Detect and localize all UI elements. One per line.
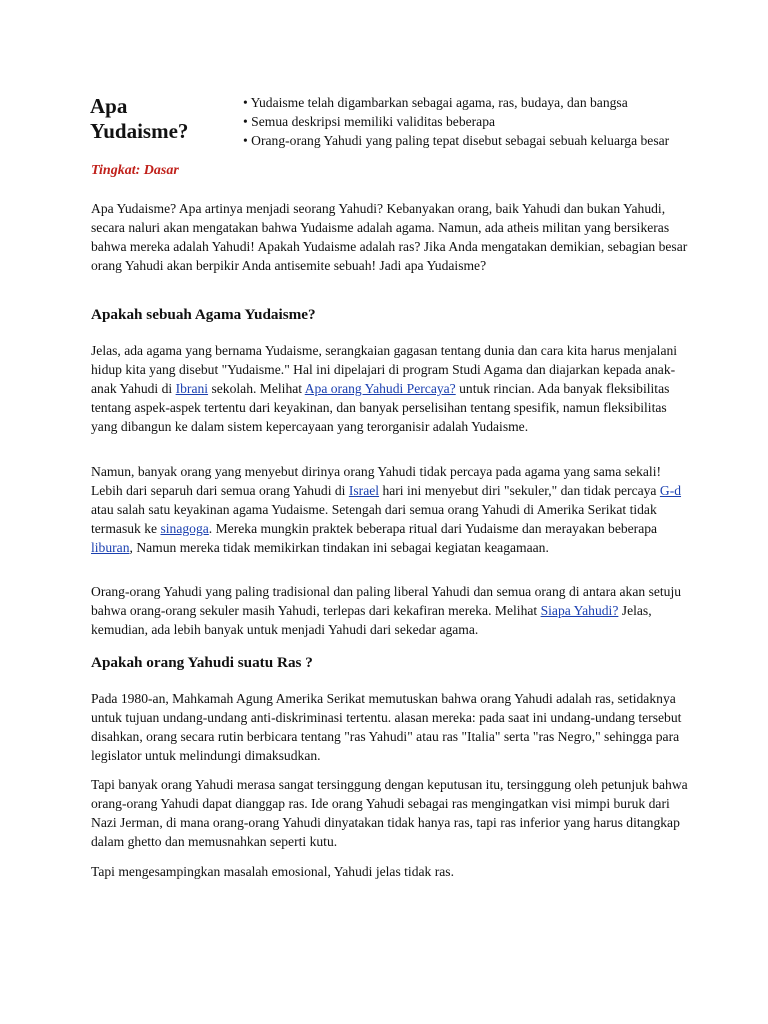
paragraph-text: Jelas, ada agama yang bernama Yudaisme, serangkaian gagasan tentang dunia dan cara kita harus menjalani hidup kita yang disebut "Yudaisme." Hal ini dipelajari di program Studi Agama dan diajarkan kepada anak-anak Yahudi di [91, 343, 678, 396]
bullet-icon: • [243, 133, 248, 148]
link-ibrani[interactable]: Ibrani [175, 381, 209, 396]
intro-paragraph: Apa Yudaisme? Apa artinya menjadi seorang Yahudi? Kebanyakan orang, baik Yahudi dan bukan Yahudi, secara naluri akan mengatakan bahwa Yudaisme adalah agama. Namun, ada atheis militan yang bersikeras bahwa mereka adalah Yahudi! Apakah Yudaisme adalah ras? Jika Anda mengatakan demikian, sebagian besar orang Yahudi akan berpikir Anda antisemite sebuah! Jadi apa Yudaisme? [91, 201, 688, 273]
paragraph-race-1: Pada 1980-an, Mahkamah Agung Amerika Serikat memutuskan bahwa orang Yahudi adalah ras, setidaknya untuk tujuan undang-undang anti-diskriminasi tertentu. alasan mereka: pada saat ini undang-undang tersebut disahkan, orang secara rutin berbicara tentang "ras Yahudi" atau ras "Italia" serta "ras Negro," sehingga para legislator untuk melindungi dimaksudkan. [91, 691, 682, 763]
bullet-icon: • [243, 95, 248, 110]
summary-item-text: Orang-orang Yahudi yang paling tepat disebut sebagai sebuah keluarga besar [251, 133, 670, 148]
summary-item-text: Yudaisme telah digambarkan sebagai agama, ras, budaya, dan bangsa [250, 95, 628, 110]
paragraph-religion-3 [91, 582, 691, 639]
section-heading-race: Apakah orang Yahudi suatu Ras ? [91, 654, 313, 671]
paragraph-religion-1 [91, 341, 691, 436]
paragraph-race-2: Tapi banyak orang Yahudi merasa sangat tersinggung dengan keputusan itu, tersinggung oleh petunjuk bahwa orang-orang Yahudi dapat dianggap ras. Ide orang Yahudi sebagai ras mengingatkan visi mimpi buruk dari Nazi Jerman, di mana orang-orang Yahudi dinyatakan tidak hanya ras, tapi ras inferior yang harus ditangkap dalam ghetto dan memusnahkan seperti kutu. [91, 777, 688, 849]
paragraph-text: . Mereka mungkin praktek beberapa ritual dari Yudaisme dan merayakan beberapa [208, 521, 658, 536]
link-liburan[interactable]: liburan [91, 540, 130, 555]
paragraph-religion-2 [91, 462, 691, 557]
paragraph-text: Orang-orang Yahudi yang paling tradisional dan paling liberal Yahudi dan semua orang di antara akan setuju bahwa orang-orang sekuler masih Yahudi, terlepas dari kekafiran mereka. Melihat [91, 584, 682, 618]
summary-list [243, 93, 693, 150]
paragraph-race-3: Tapi mengesampingkan masalah emosional, Yahudi jelas tidak ras. [91, 864, 454, 879]
paragraph-text: untuk rincian. Ada banyak fleksibilitas tentang aspek-aspek tertentu dari keyakinan, dan banyak perselisihan tentang spesifik, namun fleksibilitas yang dibangun ke dalam sistem kepercayaan yang terorganisir adalah Yudaisme. [91, 381, 670, 434]
level-label: Tingkat: Dasar [91, 163, 179, 178]
paragraph-text: sekolah. Melihat [208, 381, 305, 396]
paragraph-text: atau salah satu keyakinan agama Yudaisme. Setengah dari semua orang Yahudi di Amerika Serikat tidak termasuk ke [91, 502, 657, 536]
bullet-icon: • [243, 114, 248, 129]
summary-item [243, 131, 693, 150]
link-siapa-yahudi[interactable]: Siapa Yahudi? [540, 603, 619, 618]
link-sinagoga[interactable]: sinagoga [160, 521, 209, 536]
paragraph-text: Namun, banyak orang yang menyebut dirinya orang Yahudi tidak percaya pada agama yang sama sekali! Lebih dari separuh dari semua orang Yahudi di [91, 464, 661, 498]
section-heading-religion: Apakah sebuah Agama Yudaisme? [91, 306, 316, 323]
page-title: Apa Yudaisme? [90, 94, 189, 143]
link-g-d[interactable]: G-d [659, 483, 682, 498]
summary-item [243, 112, 693, 131]
paragraph-text: hari ini menyebut diri "sekuler," dan tidak percaya [379, 483, 660, 498]
link-israel[interactable]: Israel [348, 483, 380, 498]
paragraph-text: Jelas, kemudian, ada lebih banyak untuk menjadi Yahudi dari sekedar agama. [91, 603, 652, 637]
summary-item-text: Semua deskripsi memiliki validitas beberapa [251, 114, 496, 129]
link-apa-orang-yahudi-percaya[interactable]: Apa orang Yahudi Percaya? [304, 381, 456, 396]
paragraph-text: , Namun mereka tidak memikirkan tindakan ini sebagai kegiatan keagamaan. [129, 540, 549, 555]
summary-item [243, 93, 693, 112]
